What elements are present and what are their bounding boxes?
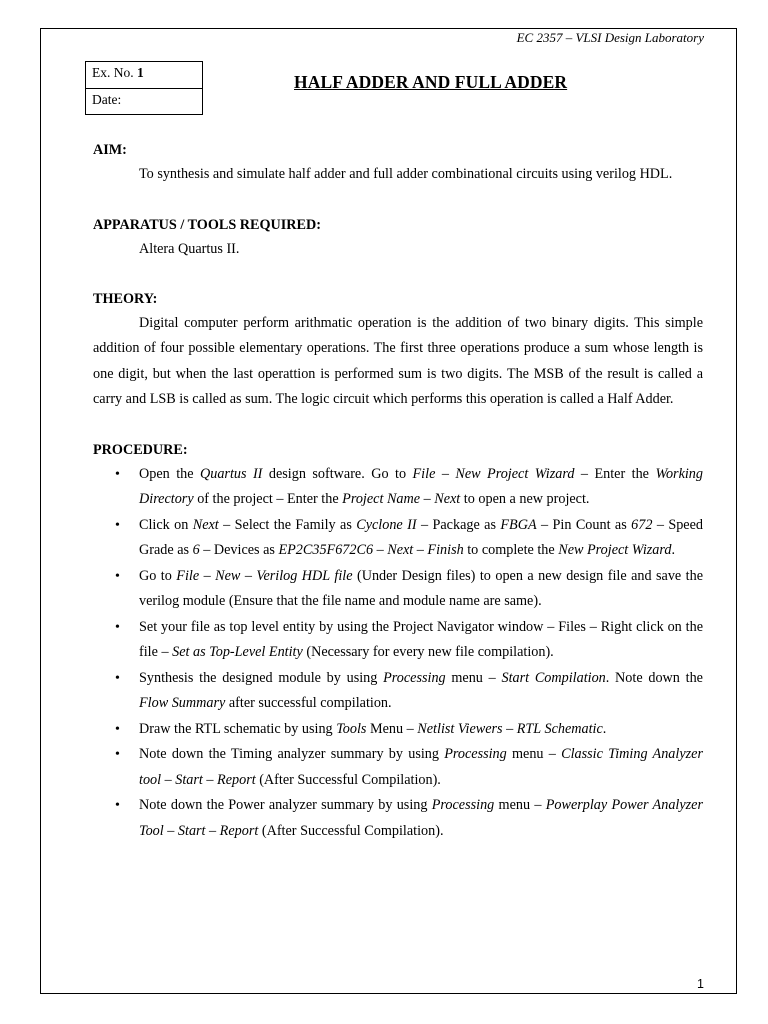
aim-text: To synthesis and simulate half adder and full adder combinational circuits using verilog HDL. <box>139 166 673 182</box>
procedure-step: • Synthesis the designed module by using Processing menu – Start Compilation. Note down the Flow Summary after successful compilation. <box>93 666 703 717</box>
exercise-box <box>85 61 203 115</box>
aim-heading: AIM: <box>93 142 127 158</box>
date-row <box>86 88 202 114</box>
procedure-list <box>93 462 703 845</box>
procedure-step: • Draw the RTL schematic by using Tools Menu – Netlist Viewers – RTL Schematic. <box>93 717 703 743</box>
date-label: Date: <box>92 92 122 107</box>
exercise-number: 1 <box>137 65 144 80</box>
exercise-number-row <box>86 62 202 88</box>
theory-heading: THEORY: <box>93 290 158 307</box>
course-header: EC 2357 – VLSI Design Laboratory <box>516 30 704 45</box>
page-title: HALF ADDER AND FULL ADDER <box>294 72 568 92</box>
apparatus-heading: APPARATUS / TOOLS REQUIRED: <box>93 216 321 233</box>
document-body <box>93 138 703 844</box>
procedure-step: • Open the Quartus II design software. Go to File – New Project Wizard – Enter the Working Directory of the project – Enter the Project Name – Next to open a new project. <box>93 462 703 513</box>
procedure-step: • Set your file as top level entity by using the Project Navigator window – Files – Right click on the file – Set as Top-Level Entity (Necessary for every new file compilation). <box>93 615 703 666</box>
procedure-step: • Go to File – New – Verilog HDL file (Under Design files) to open a new design file and save the verilog module (Ensure that the file name and module name are same). <box>93 564 703 615</box>
apparatus-text: Altera Quartus II. <box>139 240 240 257</box>
procedure-step: • Note down the Power analyzer summary by using Processing menu – Powerplay Power Analyzer Tool – Start – Report (After Successful Compilation). <box>93 793 703 844</box>
procedure-step: • Click on Next – Select the Family as Cyclone II – Package as FBGA – Pin Count as 672 – Speed Grade as 6 – Devices as EP2C35F672C6 – Next – Finish to complete the New Project Wizard. <box>93 513 703 564</box>
exercise-label: Ex. No. <box>92 65 134 80</box>
procedure-step: • Note down the Timing analyzer summary by using Processing menu – Classic Timing Analyzer tool – Start – Report (After Successful Compilation). <box>93 742 703 793</box>
page-number: 1 <box>697 977 704 991</box>
procedure-heading: PROCEDURE: <box>93 441 188 458</box>
theory-text: Digital computer perform arithmatic operation is the addition of two binary digits. This simple addition of four possible elementary operations. The first three operations produce a sum whose length is one digit, but when the last operattion is performed sum is two digits. The MSB of the result is called a carry and LSB is called as sum. The logic circuit which performs this operation is called a Half Adder. <box>93 314 703 407</box>
